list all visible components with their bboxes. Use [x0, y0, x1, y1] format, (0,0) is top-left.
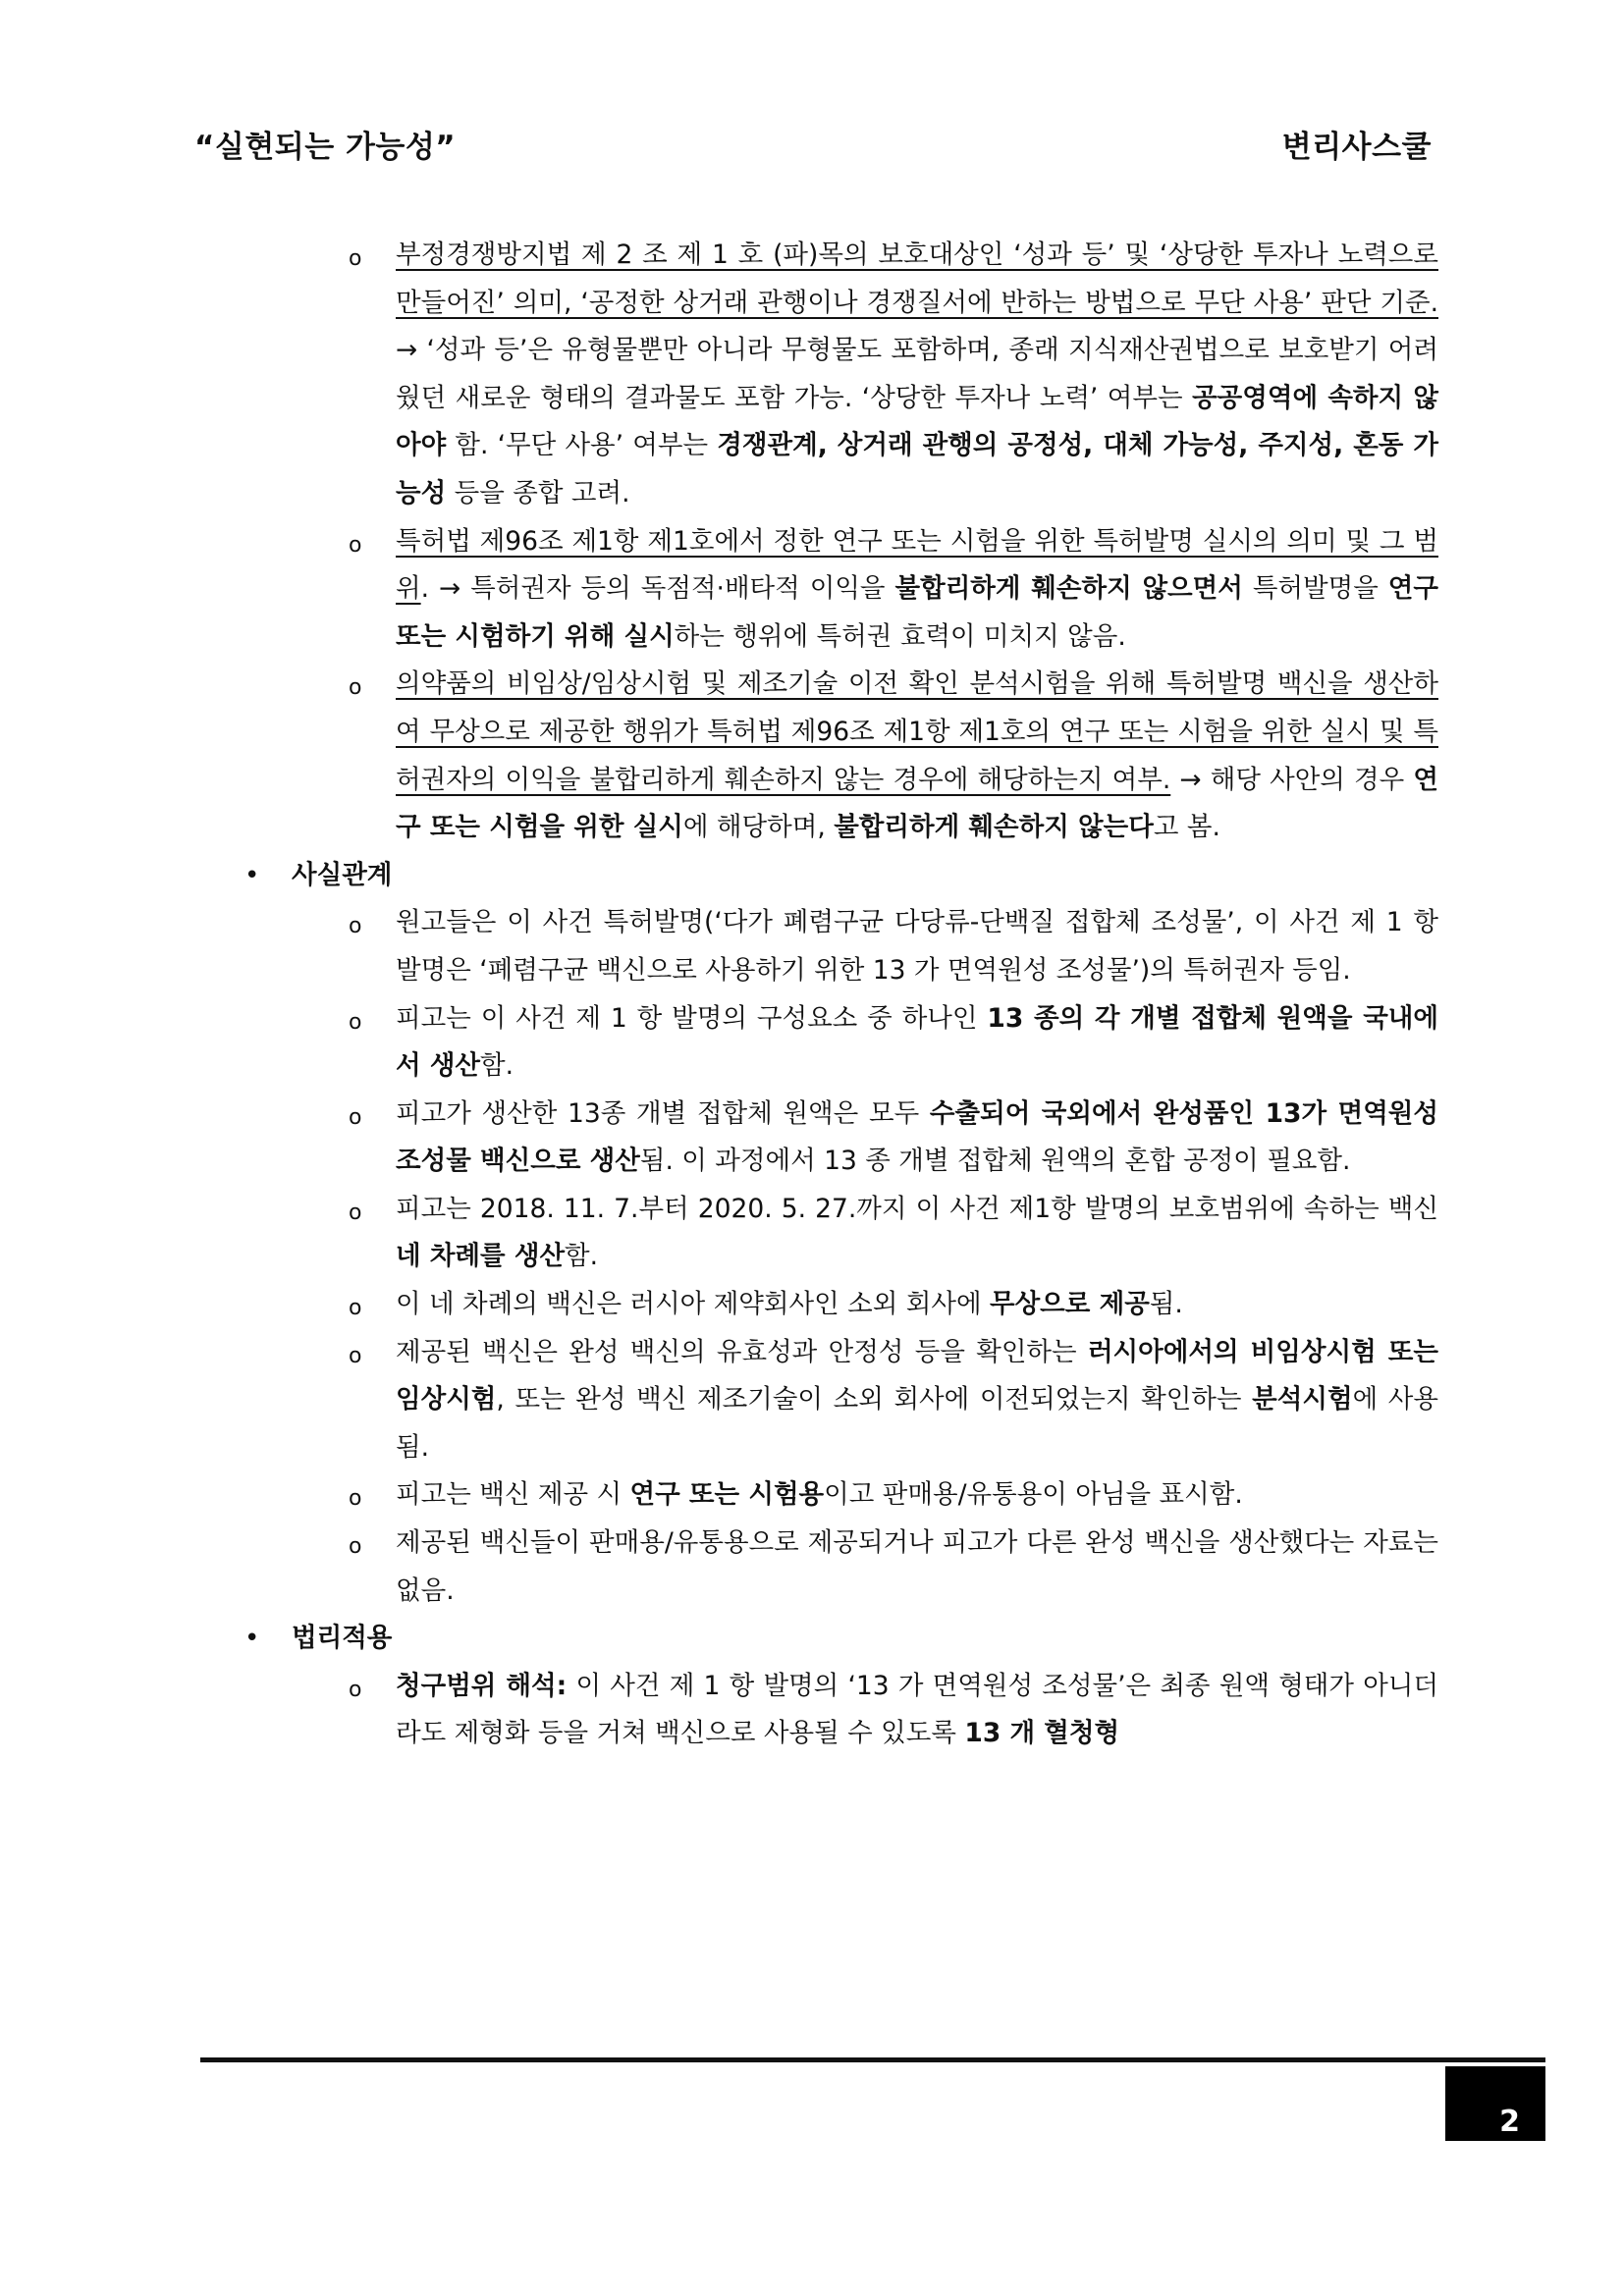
fact-item: o 피고는 이 사건 제 1 항 발명의 구성요소 중 하나인 13 종의 각 개별 접합체 원액을 국내에서 생산함.	[292, 995, 1438, 1091]
fact-item: o 이 네 차례의 백신은 러시아 제약회사인 소외 회사에 무상으로 제공됨.	[292, 1281, 1438, 1329]
fact-item: o 제공된 백신들이 판매용/유통용으로 제공되거나 피고가 다른 완성 백신을 생산했다는 자료는 없음.	[292, 1520, 1438, 1615]
fact-item: o 피고는 백신 제공 시 연구 또는 시험용이고 판매용/유통용이 아님을 표시함.	[292, 1471, 1438, 1520]
fact-item: o 제공된 백신은 완성 백신의 유효성과 안정성 등을 확인하는 러시아에서의 비임상시험 또는 임상시험, 또는 완성 백신 제조기술이 소외 회사에 이전되었는지 확인하는 분석시험에 사용됨.	[292, 1329, 1438, 1472]
fact-item: o 원고들은 이 사건 특허발명(‘다가 폐렴구균 다당류-단백질 접합체 조성물’, 이 사건 제 1 항 발명은 ‘폐렴구균 백신으로 사용하기 위한 13 가 면역원성 조성물’)의 특허권자 등임.	[292, 899, 1438, 994]
section-title-law: 법리적용	[292, 1623, 393, 1654]
law-list	[292, 1663, 1438, 1758]
page-number-box	[1445, 2066, 1545, 2141]
facts-list	[292, 899, 1438, 1615]
section-law	[241, 1615, 1438, 1758]
document-body	[241, 232, 1438, 1758]
issue-item: o 특허법 제96조 제1항 제1호에서 정한 연구 또는 시험을 위한 특허발명 실시의 의미 및 그 범위. → 특허권자 등의 독점적·배타적 이익을 불합리하게 훼손하지 않으면서 특허발명을 연구 또는 시험하기 위해 실시하는 행위에 특허권 효력이 미치지 않음.	[241, 518, 1438, 662]
issue-item: o 부정경쟁방지법 제 2 조 제 1 호 (파)목의 보호대상인 ‘성과 등’ 및 ‘상당한 투자나 노력으로 만들어진’ 의미, ‘공정한 상거래 관행이나 경쟁질서에 반하는 방법으로 무단 사용’ 판단 기준. → ‘성과 등’은 유형물뿐만 아니라 무형물도 포함하며, 종래 지식재산권법으로 보호받기 어려웠던 새로운 형태의 결과물도 포함 가능. ‘상당한 투자나 노력’ 여부는 공공영역에 속하지 않아야 함. ‘무단 사용’ 여부는 경쟁관계, 상거래 관행의 공정성, 대체 가능성, 주지성, 혼동 가능성 등을 종합 고려.	[241, 232, 1438, 518]
page-number: 2	[1499, 2105, 1520, 2139]
header-title-right: 변리사스쿨	[1281, 130, 1432, 165]
header-title-left: “실현되는 가능성”	[194, 130, 457, 165]
section-title-facts: 사실관계	[292, 859, 393, 890]
section-list	[241, 852, 1438, 1758]
issue-item: o 의약품의 비임상/임상시험 및 제조기술 이전 확인 분석시험을 위해 특허발명 백신을 생산하여 무상으로 제공한 행위가 특허법 제96조 제1항 제1호의 연구 또는 시험을 위한 실시 및 특허권자의 이익을 불합리하게 훼손하지 않는 경우에 해당하는지 여부. → 해당 사안의 경우 연구 또는 시험을 위한 실시에 해당하며, 불합리하게 훼손하지 않는다고 봄.	[241, 661, 1438, 851]
law-item: o 청구범위 해석: 이 사건 제 1 항 발명의 ‘13 가 면역원성 조성물’은 최종 원액 형태가 아니더라도 제형화 등을 거쳐 백신으로 사용될 수 있도록 13 개 혈청형	[292, 1663, 1438, 1758]
footer-rule	[200, 2057, 1545, 2062]
fact-item: o 피고는 2018. 11. 7.부터 2020. 5. 27.까지 이 사건 제1항 발명의 보호범위에 속하는 백신 네 차례를 생산함.	[292, 1186, 1438, 1281]
top-issue-list	[241, 232, 1438, 852]
section-facts	[241, 852, 1438, 1616]
fact-item: o 피고가 생산한 13종 개별 접합체 원액은 모두 수출되어 국외에서 완성품인 13가 면역원성 조성물 백신으로 생산됨. 이 과정에서 13 종 개별 접합체 원액의 혼합 공정이 필요함.	[292, 1091, 1438, 1186]
